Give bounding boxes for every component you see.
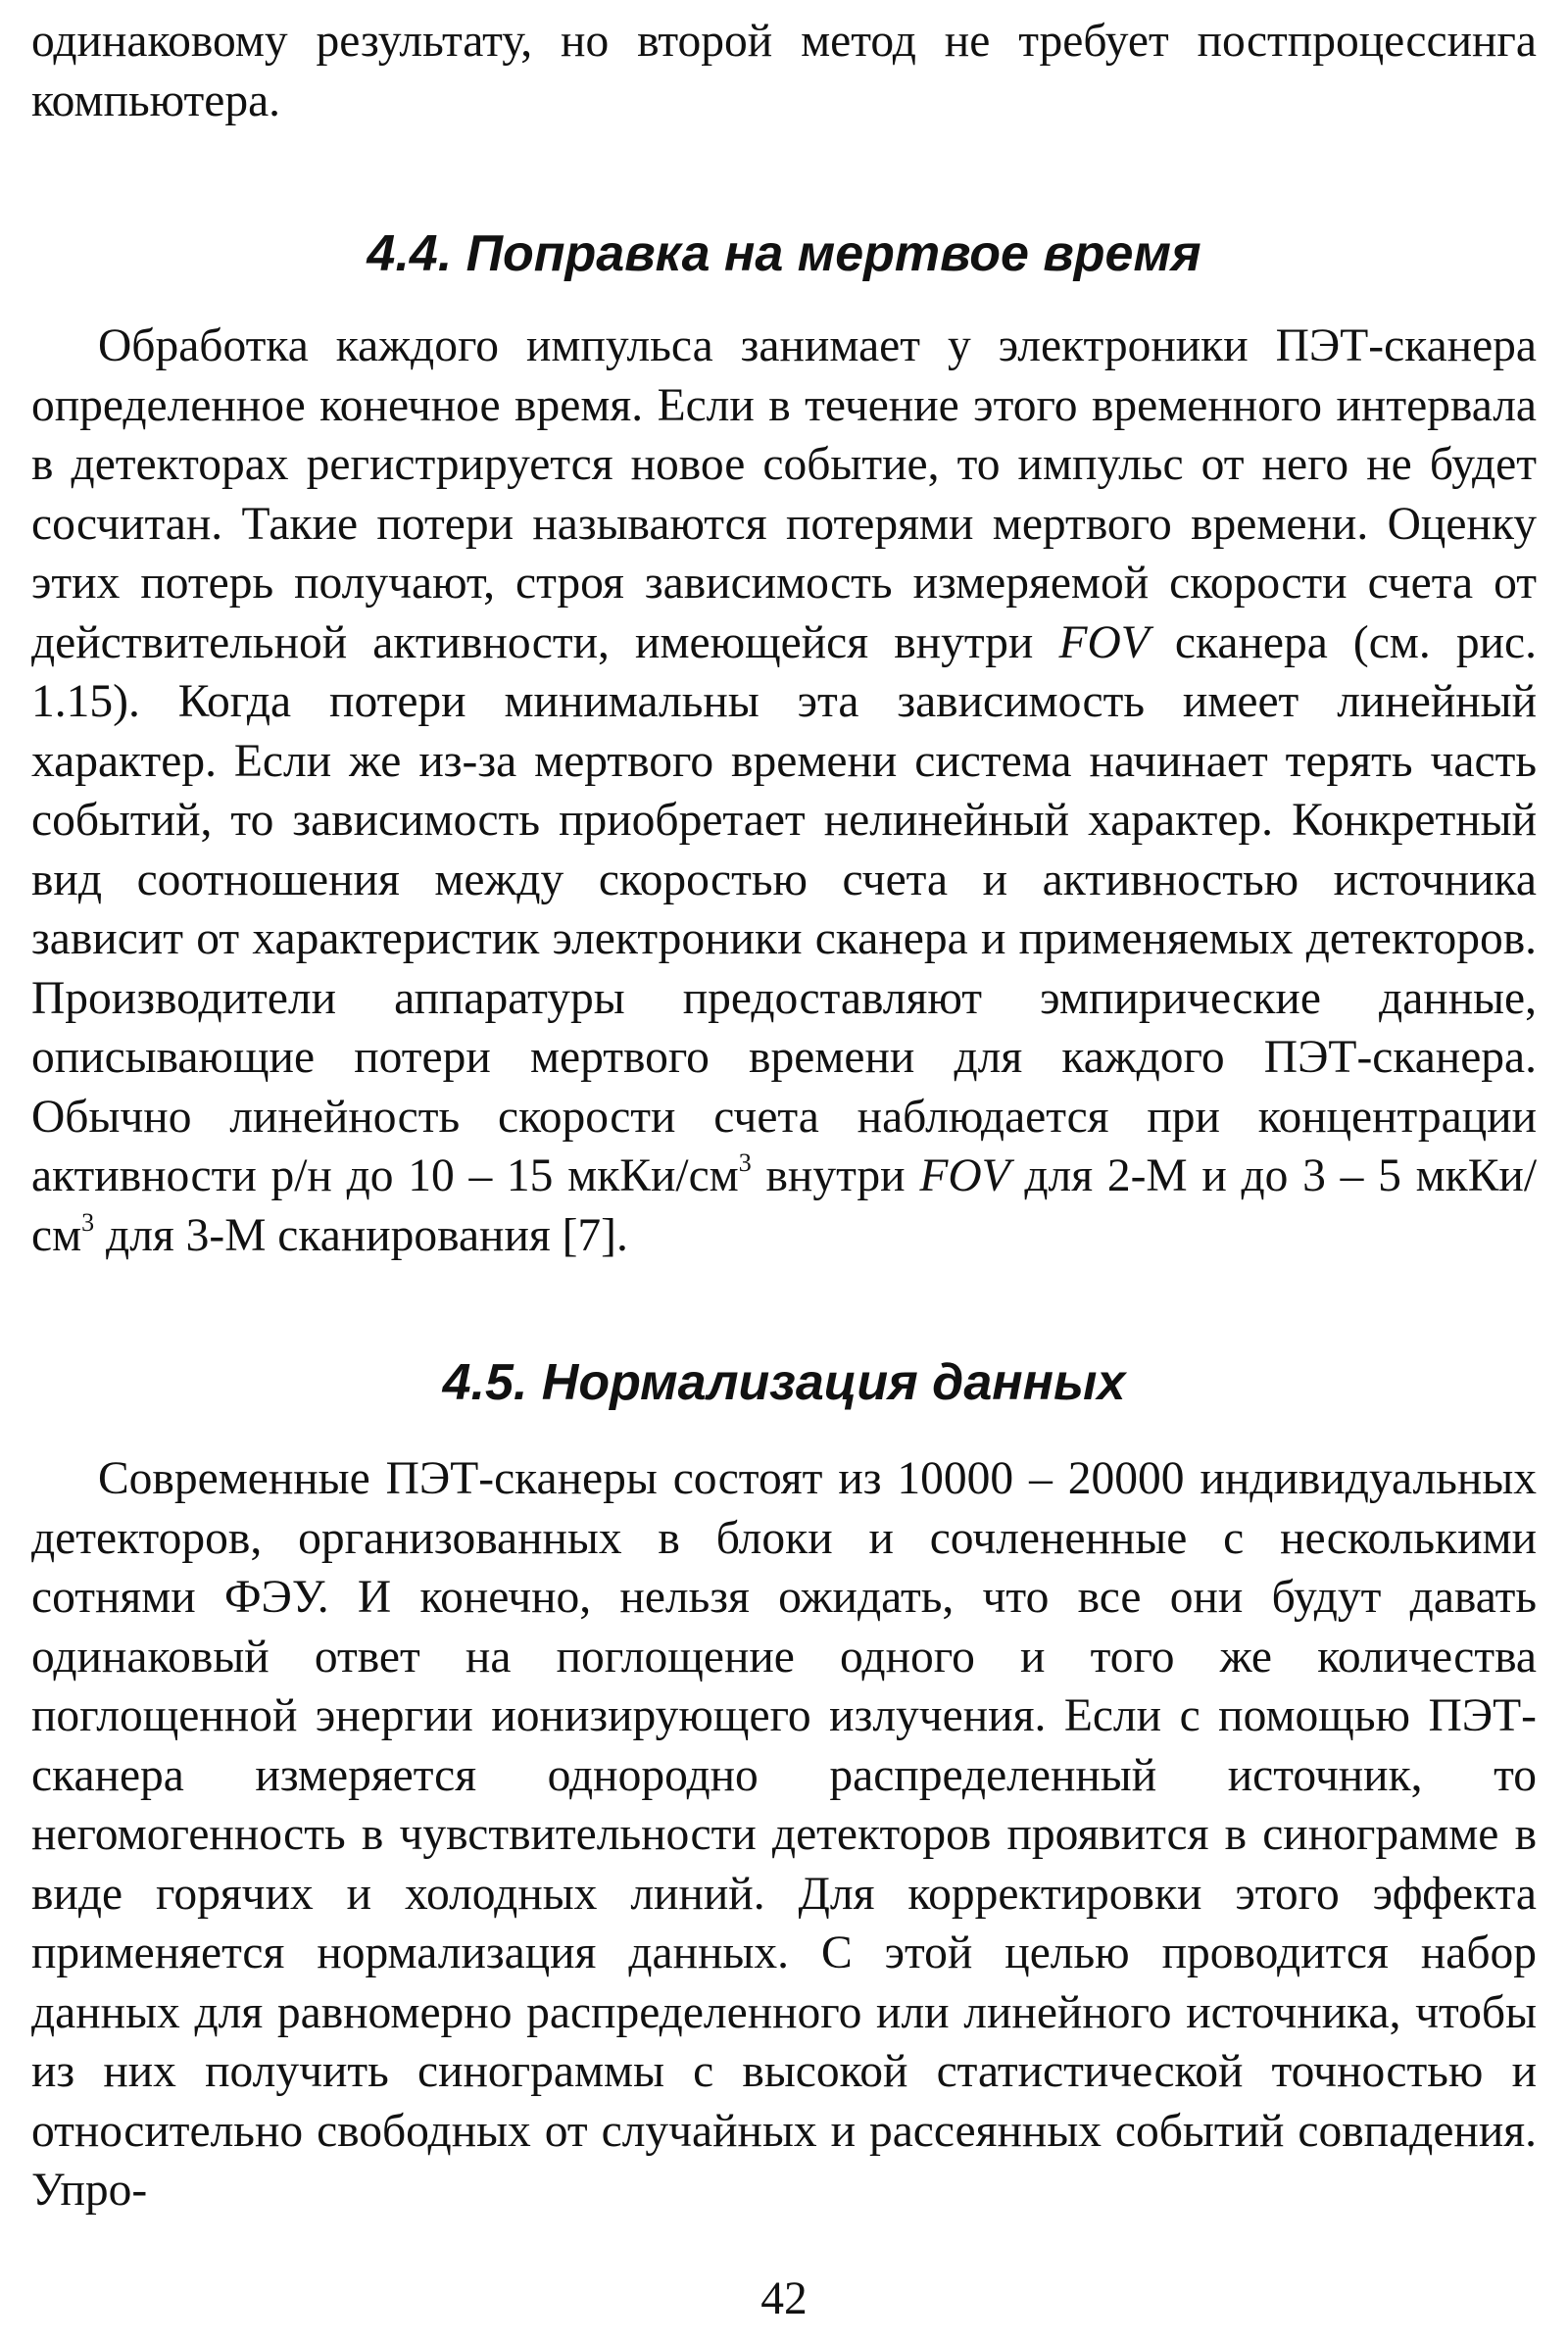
dead-time-text-3: внутри (765, 1150, 906, 1201)
continued-paragraph-text: одинаковому результату, но второй метод не требует постпроцессинга компьютера. (31, 16, 1537, 126)
section-heading-4-4: 4.4. Поправка на мертвое время (367, 225, 1201, 282)
page-number: 42 (760, 2273, 808, 2324)
continued-paragraph (31, 0, 1537, 130)
section-heading-4-5: 4.5. Нормализация данных (442, 1354, 1126, 1411)
superscript-cubed: 3 (81, 1207, 95, 1237)
fov-term: FOV (1058, 616, 1150, 668)
normalization-text: Современные ПЭТ-сканеры состоят из 10000 – 20000 индивидуальных детекторов, организованных в блоки и сочлененные с несколькими сотнями ФЭУ. И конечно, нельзя ожидать, что все они будут давать одинаковый ответ на поглощение одного и того же количества поглощенной энергии ионизирующего излучения. Если с помощью ПЭТ-сканера измеряется однородно распределенный источник, то негомогенность в чувствительности детекторов проявится в синограмме в виде горячих и холодных линий. Для корректировки этого эффекта применяется нормализация данных. С этой целью проводится набор данных для равномерно распределенного или линейного источника, чтобы из них получить синограммы с высокой статистической точностью и относительно свободных от случайных и рассеянных событий совпадения. Упро- (31, 1453, 1537, 2216)
dead-time-text-5: для 3-М сканирования [7]. (106, 1209, 628, 1261)
fov-term: FOV (919, 1150, 1010, 1201)
dead-time-text-2: сканера (см. рис. 1.15). Когда потери минимальны эта зависимость имеет линейный характер. Если же из-за мертвого времени система начинает терять часть событий, то зависимость приобретает нелинейный характер. Конкретный вид соотношения между скоростью счета и активностью источника зависит от характеристик электроники сканера и применяемых детекторов. Производители аппаратуры предоставляют эмпирические данные, описывающие потери мертвого времени для каждого ПЭТ-сканера. Обычно линейность скорости счета наблюдается при концентрации активности р/н до 10 – 15 мкКи/см (31, 616, 1537, 1201)
dead-time-text-4: для 2-М и до 3 – 5 мкКи/см (31, 1150, 1538, 1261)
dead-time-text-1: Обработка каждого импульса занимает у электроники ПЭТ-сканера определенное конечное время. Если в течение этого временного интервала в детекторах регистрируется новое событие, то импульс от него не будет сосчитан. Такие потери называются потерями мертвого времени. Оценку этих потерь получают, строя зависимость измеряемой скорости счета от действительной активности, имеющейся внутри (31, 320, 1537, 668)
dead-time-paragraph (31, 317, 1537, 1265)
document-page (31, 0, 1537, 2220)
superscript-cubed: 3 (738, 1148, 752, 1177)
normalization-paragraph (31, 1449, 1537, 2220)
